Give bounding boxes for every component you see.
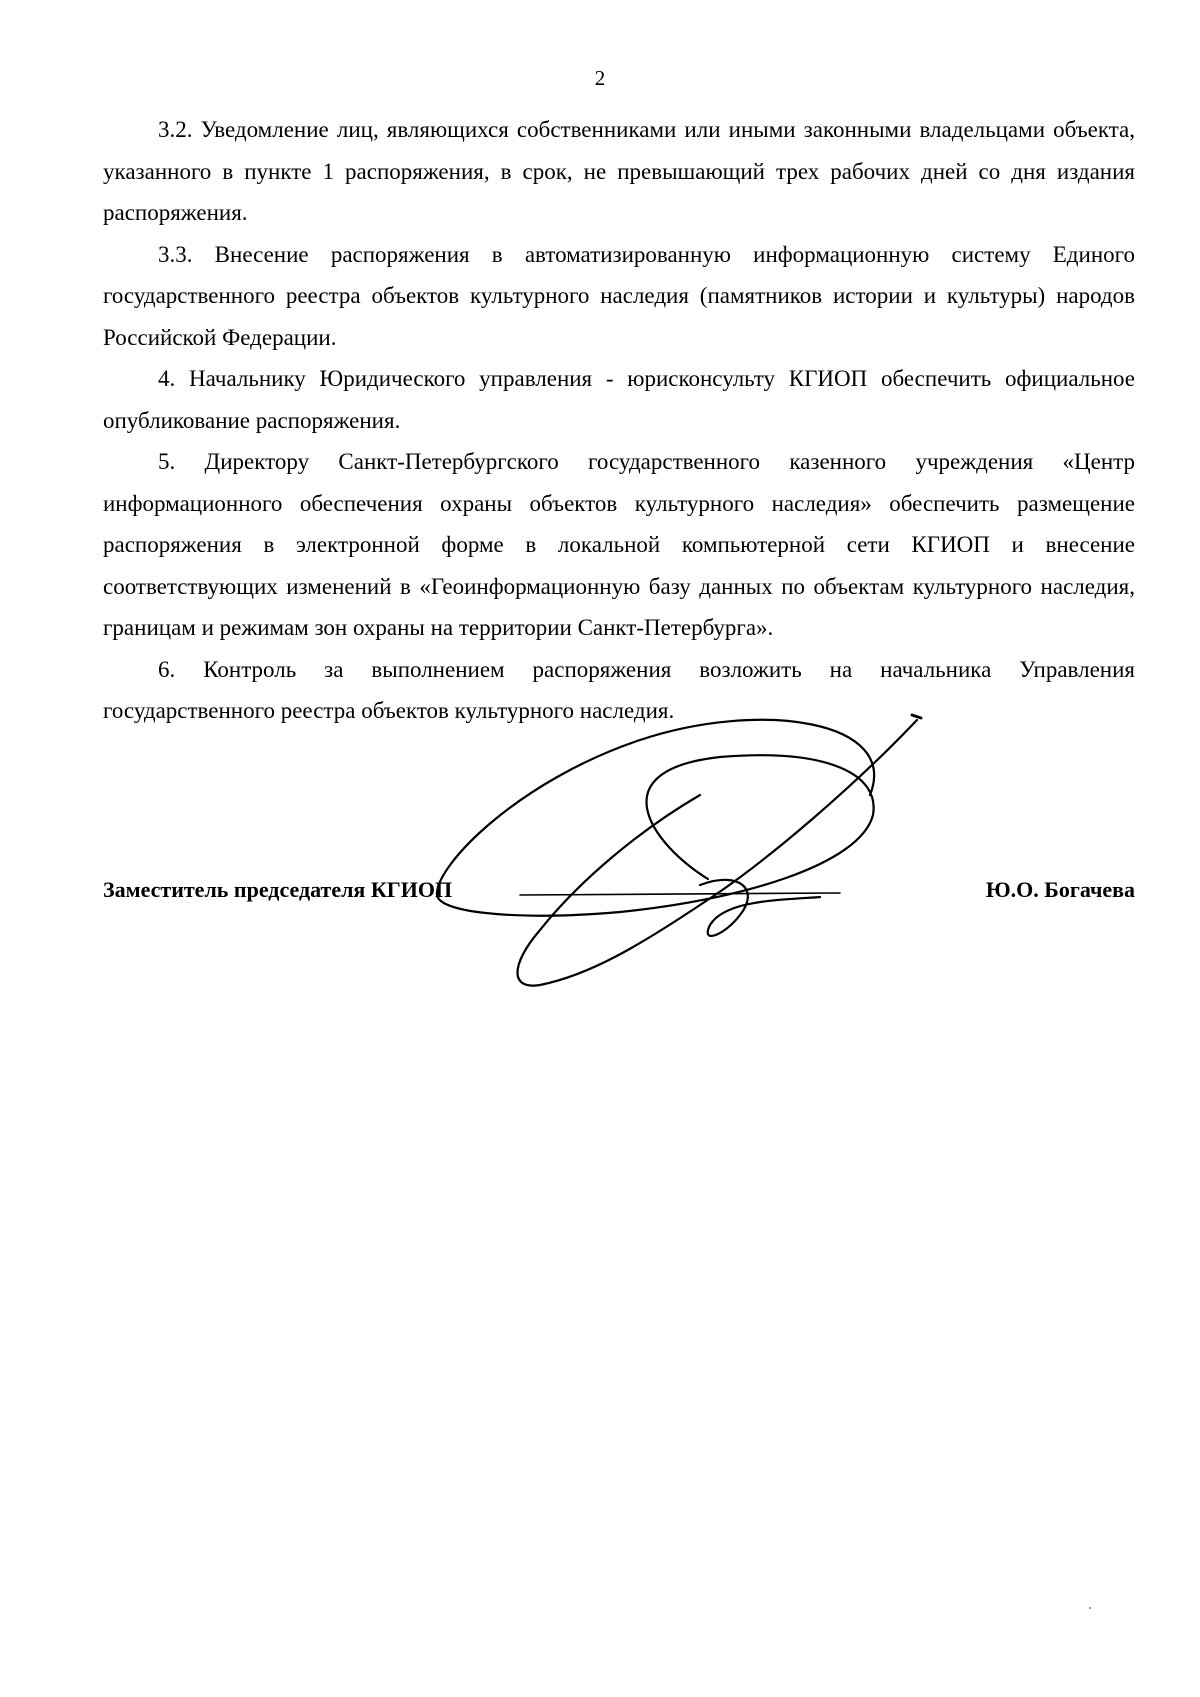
document-body bbox=[103, 109, 1135, 732]
signer-title: Заместитель председателя КГИОП bbox=[103, 877, 453, 902]
scan-speck bbox=[1089, 1607, 1091, 1609]
signature-block bbox=[103, 870, 1135, 910]
paragraph-3-3: 3.3. Внесение распоряжения в автоматизированную информационную систему Единого государственного реестра объектов культурного наследия (памятников истории и культуры) народов Российской Федерации. bbox=[103, 241, 1135, 350]
page-number: 2 bbox=[594, 66, 606, 90]
paragraph-3-2: 3.2. Уведомление лиц, являющихся собственниками или иными законными владельцами объекта, указанного в пункте 1 распоряжения, в срок, не превышающий трех рабочих дней со дня издания распоряжения. bbox=[103, 117, 1135, 225]
paragraph-4: 4. Начальнику Юридического управления - юрисконсульту КГИОП обеспечить официальное опубликование распоряжения. bbox=[103, 366, 1135, 433]
signer-name: Ю.О. Богачева bbox=[985, 877, 1135, 902]
paragraph-6: 6. Контроль за выполнением распоряжения возложить на начальника Управления государственного реестра объектов культурного наследия. bbox=[103, 656, 1135, 723]
paragraph-5: 5. Директору Санкт-Петербургского государственного казенного учреждения «Центр информационного обеспечения охраны объектов культурного наследия» обеспечить размещение распоряжения в электронной форме в локальной компьютерной сети КГИОП и внесение соответствующих изменений в «Геоинформационную базу данных по объектам культурного наследия, границам и режимам зон охраны на территории Санкт-Петербурга». bbox=[103, 449, 1135, 640]
